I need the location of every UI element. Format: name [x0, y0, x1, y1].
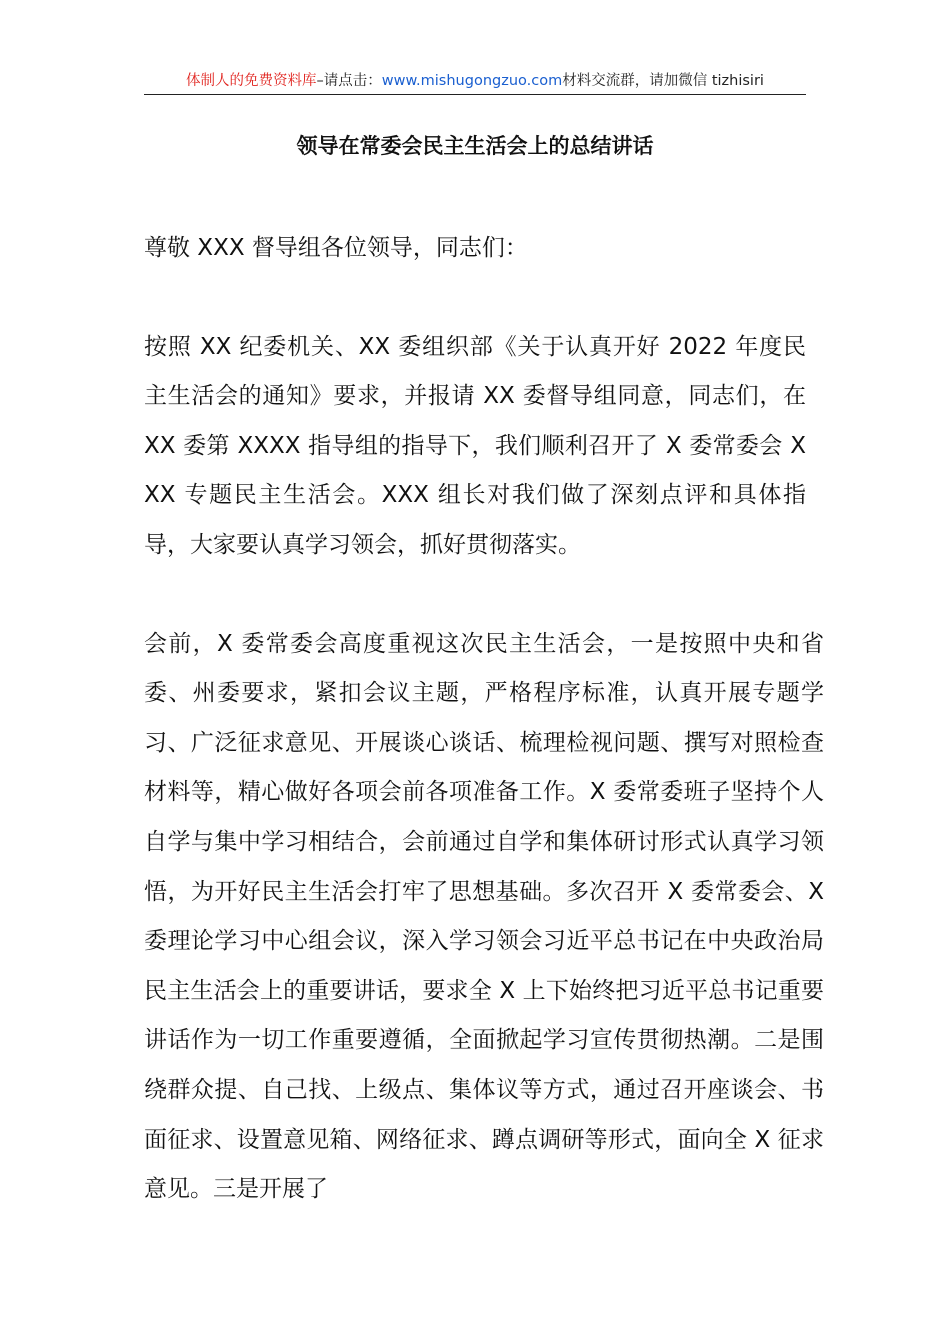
document-title: 领导在常委会民主生活会上的总结讲话: [296, 134, 654, 158]
paragraph: 按照 XX 纪委机关、XX 委组织部《关于认真开好 2022 年度民主生活会的通知》要求，并报请 XX 委督导组同意，同志们，在 XX 委第 XXXX 指导组的指导下，我们顺利召开了 X 委常委会 XXX 专题民主生活会。XXX 组长对我们做了深刻点评和具体指导，大家要认真学习领会，抓好贯彻落实。: [144, 333, 806, 558]
paragraph: 会前，X 委常委会高度重视这次民主生活会，一是按照中央和省委、州委要求，紧扣会议主题，严格程序标准，认真开展专题学习、广泛征求意见、开展谈心谈话、梳理检视问题、撰写对照检查材料等，精心做好各项会前各项准备工作。X 委常委班子坚持个人自学与集中学习相结合，会前通过自学和集体研讨形式认真学习领悟，为开好民主生活会打牢了思想基础。多次召开 X 委常委会、X 委理论学习中心组会议，深入学习领会习近平总书记在中央政治局民主生活会上的重要讲话，要求全 X 上下始终把习近平总书记重要讲话作为一切工作重要遵循，全面掀起学习宣传贯彻热潮。二是围绕群众提、自己找、上级点、集体议等方式，通过召开座谈会、书面征求、设置意见箱、网络征求、蹲点调研等形式，面向全 X 征求意见。三是开展了: [144, 630, 824, 1203]
header-url-link[interactable]: www.mishugongzuo.com: [381, 73, 563, 89]
header-note: 材料交流群，请加微信 tizhisiri: [562, 73, 764, 89]
header-brand: 体制人的免费资料库: [186, 73, 317, 89]
header-prompt: –请点击：: [316, 73, 382, 89]
document-body: [144, 224, 824, 1215]
page-header: [144, 68, 806, 95]
salutation: 尊敬 XXX 督导组各位领导，同志们：: [144, 235, 528, 261]
